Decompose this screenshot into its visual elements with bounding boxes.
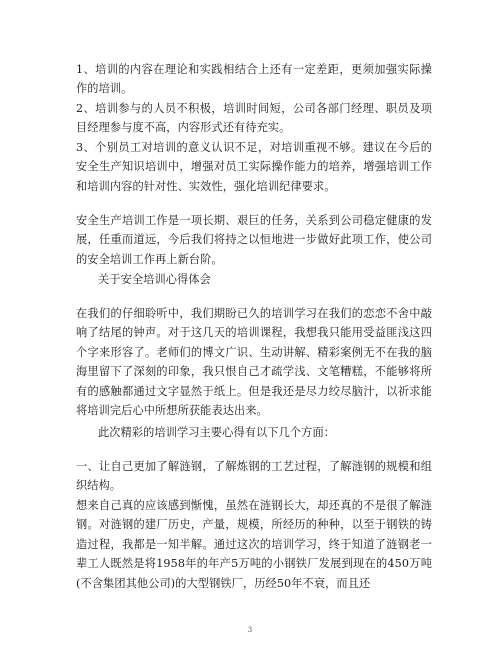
paragraph-5: 在我们的仔细聆听中，我们期盼已久的培训学习在我们的恋恋不舍中敲响了结尾的钟声。对于这几天的培训课程，我想我只能用受益匪浅这四个字来形容了。老师们的博文广识、生动讲解、精彩案例无不在我的脑海里留下了深刻的印象，我只恨自己才疏学浅、文笔糟糕，不能够将所有的感触都通过文字显然于纸上。但是我还是尽力绞尽脑汁，以祈求能将培训完后心中所想所获能表达出来。 [76,307,432,418]
paragraph-8: 想来自己真的应该感到惭愧，虽然在涟钢长大，却还真的不是很了解涟钢。对涟钢的建厂历史，产量，规模，所经历的种种，以至于钢铁的铸造过程，我都是一知半解。通过这次的培训学习，终于知道了涟钢老一辈工人既然是将1958年的年产5万吨的小钢铁厂发展到现在的450万吨(不含集团其他公司)的大型钢铁厂，历经50年不衰，而且还 [76,499,432,590]
page-number: 3 [247,626,253,634]
paragraph-2: 2、培训参与的人员不积极，培训时间短，公司各部门经理、职员及项目经理参与度不高，内容形式还有待充实。 [76,102,432,135]
paragraph-7: 一、让自己更加了解涟钢，了解炼钢的工艺过程，了解涟钢的规模和组织结构。 [76,460,432,493]
paragraph-1: 1、培训的内容在理论和实践相结合上还有一定差距，更须加强实际操作的培训。 [76,63,432,96]
paragraph-3: 3、个别员工对培训的意义认识不足，对培训重视不够。建议在今后的安全生产知识培训中，增强对员工实际操作能力的培养，增强培训工作和培训内容的针对性、实效性，强化培训纪律要求。 [76,141,432,193]
paragraph-6: 此次精彩的培训学习主要心得有以下几个方面： [98,426,336,439]
section-title: 关于安全培训心得体会 [98,273,211,286]
paragraph-4: 安全生产培训工作是一项长期、艰巨的任务，关系到公司稳定健康的发展，任重而道远，今后我们将持之以恒地进一步做好此项工作，使公司的安全培训工作再上新台阶。 [76,214,432,266]
